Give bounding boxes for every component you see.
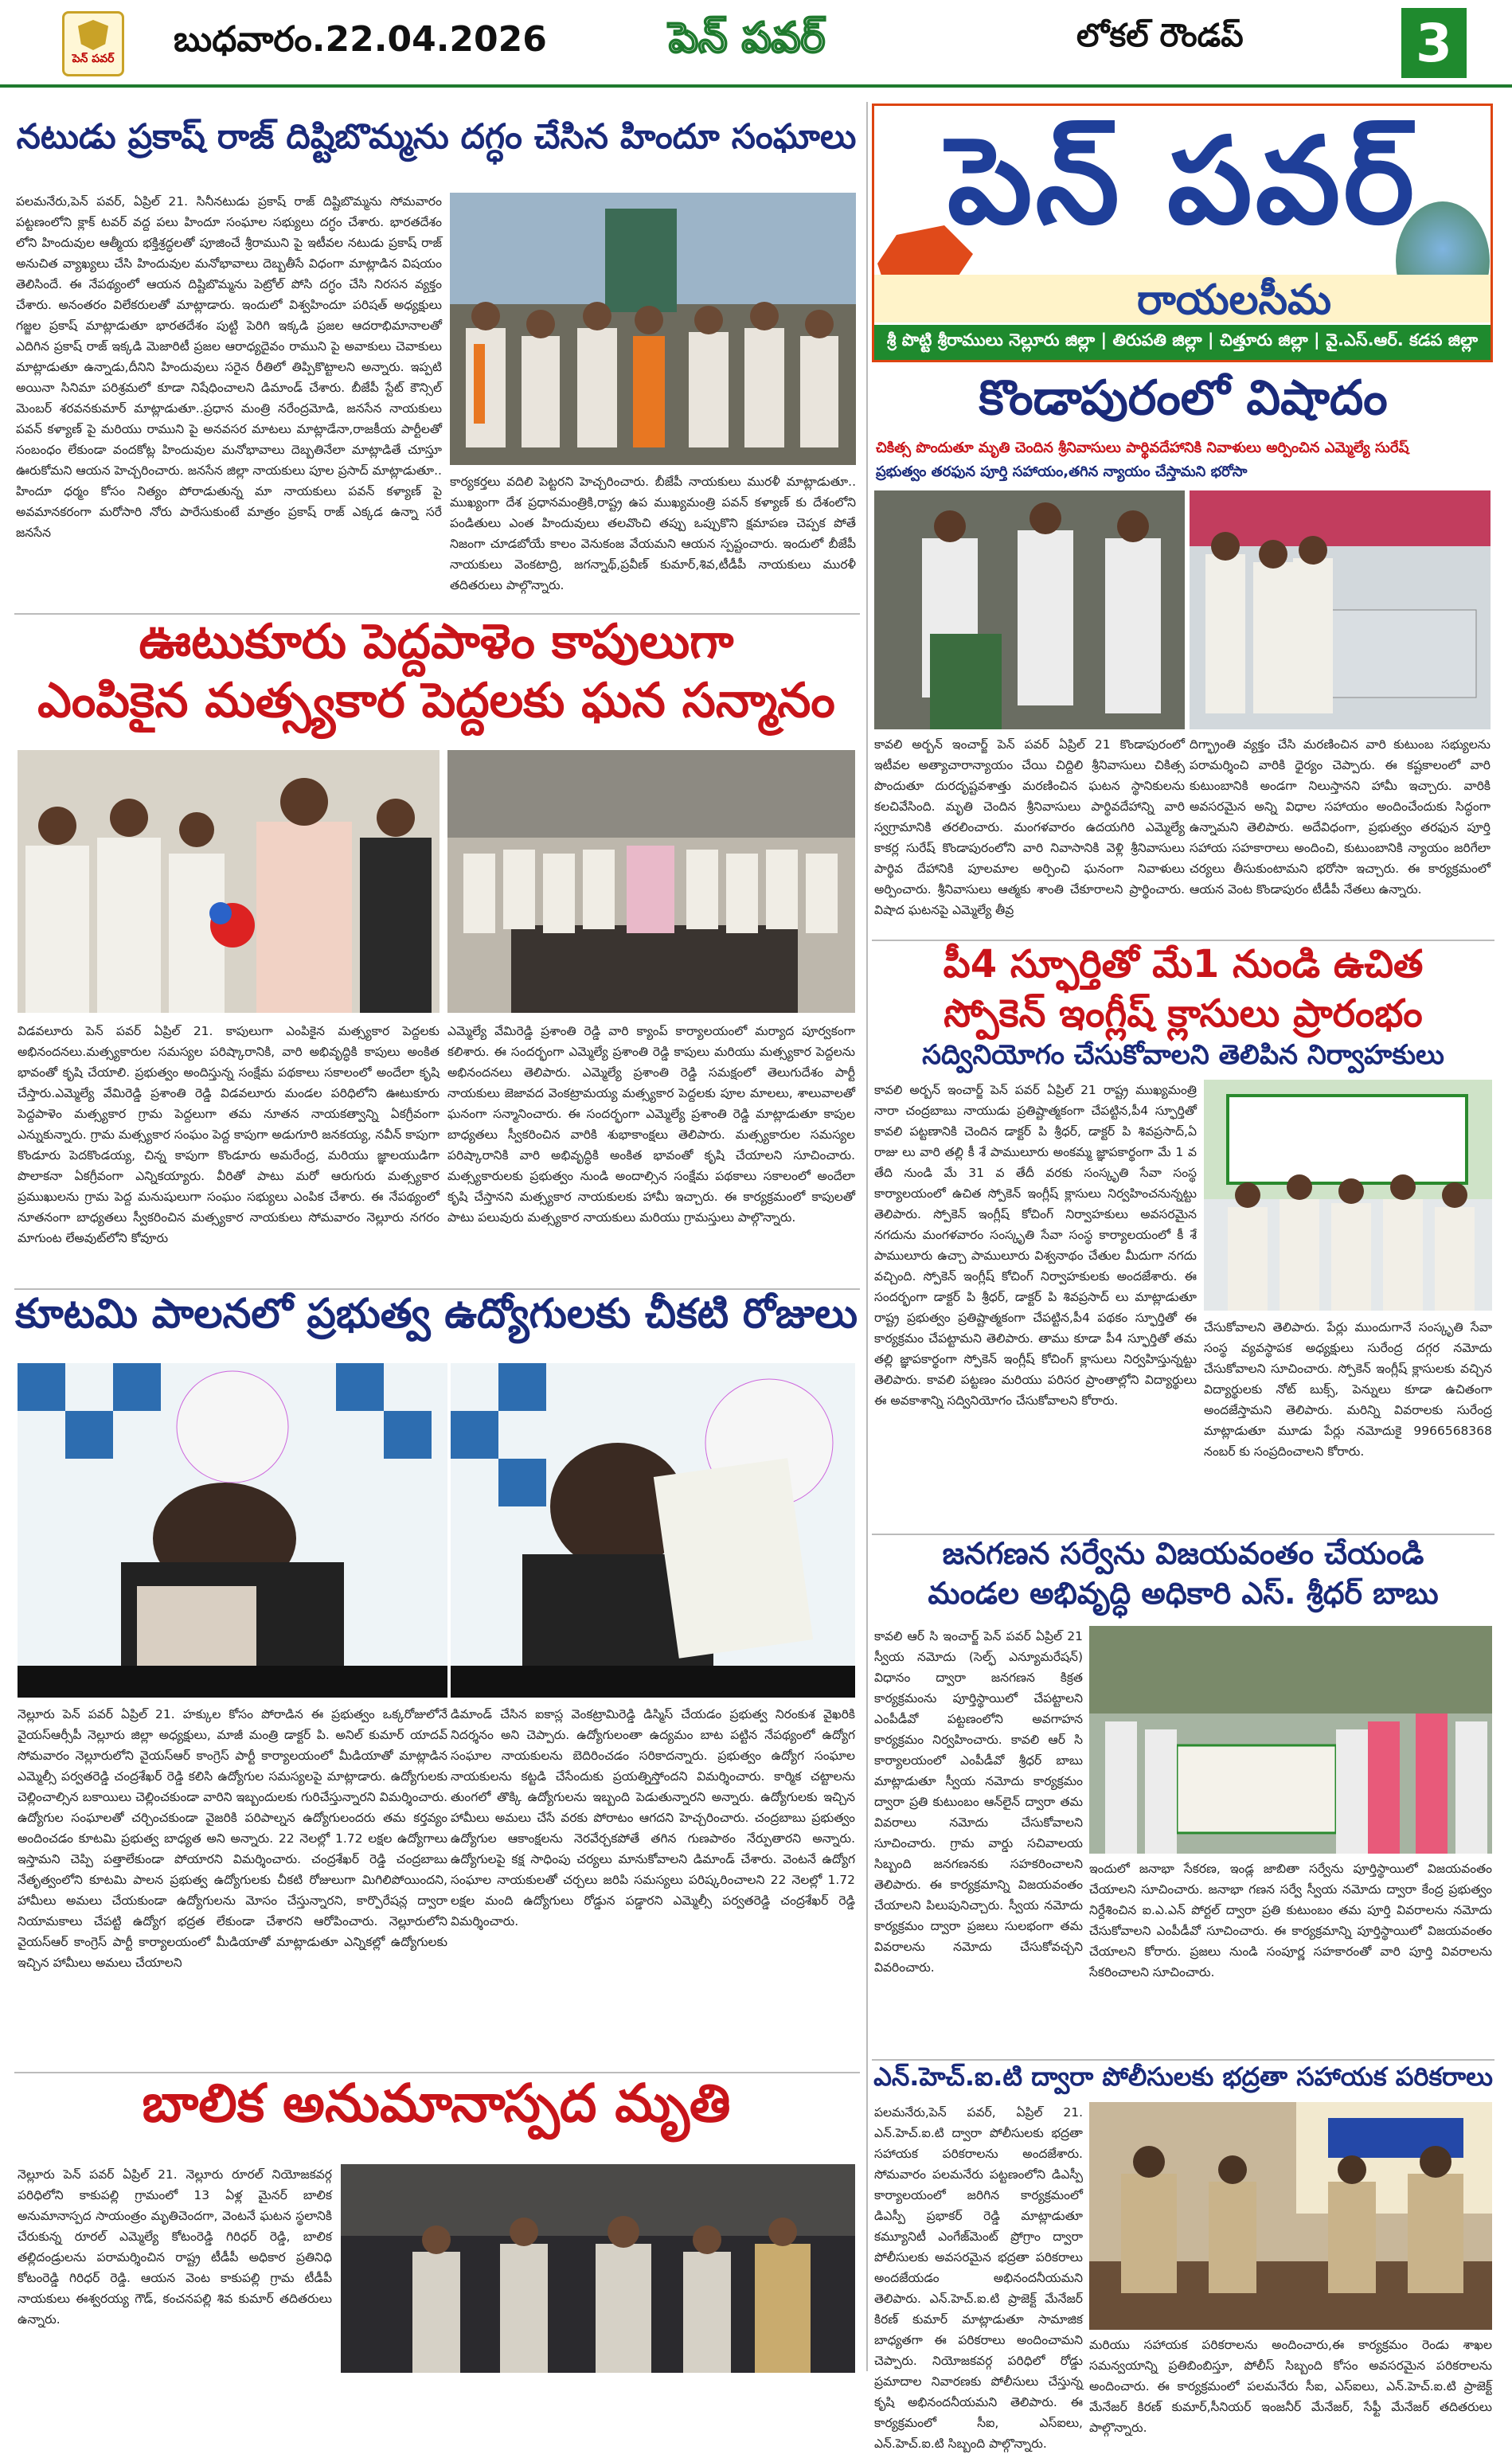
masthead-region: రాయలసీమ [1137, 276, 1331, 324]
article-5-photo-1 [874, 490, 1185, 729]
article-6-headline-line2: స్పోకెన్ ఇంగ్లీష్ క్లాసులు ప్రారంభం [944, 991, 1423, 1036]
article-5-text-col2: దిగ్భ్రాంతి వ్యక్తం చేసి మరణించిన వారి కుటుంబ సభ్యులను పరామర్శించి వారికి ధైర్యం చెప్పారు. ఈ కష్టకాలంలో వారి కుటుంబానికి అండగా నిలుస్తానని హామీ ఇచ్చారు. వారికి అవసరమైన అన్ని విధాల సహాయం అందించేందుకు సిద్ధంగా ఉన్నామని తెలిపారు. అదేవిధంగా, ప్రభుత్వం తరఫున పూర్తి సహాయ సహకారాలు అందించి, కుటుంబానికి న్యాయం జరిగేలా చర్యలు తీసుకుంటామని భరోసా ఇచ్చారు. ఈ కార్యక్రమంలో ఆయన వెంట కొండాపురం టీడీపీ నేతలు ఉన్నారు. [1190, 737, 1491, 897]
article-6-subhead: సద్వినియోగం చేసుకోవాలని తెలిపిన నిర్వాహకులు [922, 1039, 1444, 1071]
article-7-photo [1089, 1626, 1492, 1854]
article-4-photo [341, 2164, 855, 2373]
article-1-text-col2: కార్యకర్తలు వదిలి పెట్టరని హెచ్చరించారు. బీజేపీ నాయకులు మురళీ మాట్లాడుతూ.. ముఖ్యంగా దేశ ప్రధానమంత్రికి,రాష్ట్ర ఉప ముఖ్యమంత్రి పవన్ కళ్యాణ్ కు దేశంలోని పండితులు ఎంత హిందువులు తలవొంచి తప్పు ఒప్పుకొని క్షమాపణ చెప్పక పోతే నిజంగా చూడబోయే కాలం వెనుకంజ వేయమని ఆయన స్పష్టంచారు. ఇందులో బీజేపీ నాయకులు వెంకటాద్రి, జగన్నాథ్,ప్రవీణ్ కుమార్,శివ,టీడీపీ నాయకులు మురళీ తదితరులు పాల్గొన్నారు. [450, 475, 856, 592]
article-2-headline-line2: ఎంపికైన మత్స్యకార పెద్దలకు ఘన సన్మానం [37, 673, 835, 729]
article-2-photo-1 [18, 750, 440, 1013]
header-brand: పెన్ పవర్ [669, 14, 826, 62]
article-3-text-col2: డిమాండ్ చేసిన ఐకాస్ల వెంకట్రామిరెడ్డి డిస్మిస్ చేయడం ప్రభుత్వ నిరంకుశ వైఖరికి నిదర్శనం అని చెప్పారు. ఉద్యోగులంతా ఉద్యమం బాట పట్టిన నేపథ్యంలో ఉద్యోగ సంఘాల నాయకులను బెదిరించడం సరికాదన్నారు. ప్రభుత్వం ఉద్యోగ సంఘాల నాయకులను కట్టడి చేసేందుకు ప్రయత్నిస్తోందని విమర్శించారు. కార్మిక చట్టాలను తుంగలో తొక్కి ఉద్యోగులను ఇబ్బంది పెడుతున్నారని అన్నారు. ఉద్యోగులకు ఇచ్చిన హామీలు అమలు చేసే వరకు పోరాటం ఆగదని హెచ్చరించారు. చంద్రబాబు ప్రభుత్వం ఉద్యోగుల ఆకాంక్షలను నెరవేర్చకపోతే తగిన గుణపాఠం నేర్పుతారని అన్నారు. ఉద్యోగులపై కక్ష సాధింపు చర్యలు మానుకోవాలని డిమాండ్ చేశారు. వెంటనే ఉద్యోగ సంఘాల నాయకులతో చర్చలు జరిపి సమస్యలు పరిష్కరించాలని 22 నెలల్లో 1.72 లక్షల మంది ఉద్యోగులు రోడ్డున పడ్డారని ఎమ్మెల్సీ పర్వతరెడ్డి చంద్రశేఖర్ రెడ్డి విమర్శించారు. [451, 1707, 855, 1928]
masthead-title: పెన్ పవర్ [947, 111, 1418, 251]
article-1-headline: నటుడు ప్రకాష్ రాజ్ దిష్టిబొమ్మను దగ్ధం చేసిన హిందూ సంఘాలు [16, 117, 857, 157]
article-8-headline: ఎన్.హెచ్.ఐ.టి ద్వారా పోలీసులకు భద్రతా సహాయక పరికరాలు [873, 2061, 1493, 2092]
article-7-text-col1: కావలి ఆర్ సి ఇంచార్జ్ పెన్ పవర్ ఏప్రిల్ 21 స్వీయ నమోదు (సెల్ఫ్ ఎన్యూమరేషన్) విధానం ద్వారా జనగణన కిక్రత కార్యక్రమంను పూర్తిస్థాయిలో చేపట్టాలని ఎంపీడీవో పట్టణంలోని అవగాహన కార్యక్రమం నిర్వహించారు. కావలి ఆర్ సి కార్యాలయంలో ఎంపీడీవో శ్రీధర్ బాబు మాట్లాడుతూ స్వీయ నమోదు కార్యక్రమం ద్వారా ప్రతి కుటుంబం ఆన్‌లైన్ ద్వారా తమ వివరాలు నమోదు చేసుకోవాలని సూచించారు. గ్రామ వార్డు సచివాలయ సిబ్బంది జనగణనకు సహకరించాలని తెలిపారు. ఈ కార్యక్రమాన్ని విజయవంతం చేయాలని పిలుపునిచ్చారు. స్వీయ నమోదు కార్యక్రమం ద్వారా ప్రజలు సులభంగా తమ వివరాలను నమోదు చేసుకోవచ్చని వివరించారు. [874, 1629, 1083, 1975]
article-2-text-col2: ఎమ్మెల్యే వేమిరెడ్డి ప్రశాంతి రెడ్డి వారి క్యాంప్ కార్యాలయంలో మర్యాద పూర్వకంగా కలిశారు. ఈ సందర్భంగా ఎమ్మెల్యే ప్రశాంతి రెడ్డి కాపులు మరియు మత్స్యకార పెద్దలను అభినందనలు తెలిపారు. ఎమ్మెల్యే ప్రశాంతి రెడ్డి సమక్షంలో తెలుగుదేశం పార్టీ నాయకులు జెజావద వెంకట్రామయ్య మత్స్యకార పెద్దలకు పూల మాలలు, శాలువాలతో ఘనంగా సన్మానించారు. ఈ సందర్భంగా ఎమ్మెల్యే ప్రశాంతి రెడ్డి మాట్లాడుతూ కాపుల బాధ్యతలు స్వీకరించిన వారికి శుభాకాంక్షలు తెలిపారు. మత్స్యకారుల సమస్యల పరిష్కారానికి వారి అభివృద్ధికి అంకిత భావంతో కృషి చేయాలని సూచించారు. మత్స్యకారులకు ప్రభుత్వం నుండి అందాల్సిన సంక్షేమ పథకాలు సకాలంలో అందేలా కృషి చేస్తానని మత్స్యకార నాయకులకు హామీ ఇచ్చారు. ఈ కార్యక్రమంలో కాపులతో పాటు పలువురు మత్స్యకార నాయకులు మరియు గ్రామస్తులు పాల్గొన్నారు. [447, 1024, 855, 1225]
article-5-headline: కొండాపురంలో విషాదం [979, 370, 1388, 426]
logo-text: పెన్ పవర్ [72, 53, 115, 65]
masthead-box [872, 104, 1493, 362]
article-7-headline-line1: జనగణన సర్వేను విజయవంతం చేయండి [942, 1536, 1424, 1571]
article-3-photo-2 [451, 1363, 855, 1698]
article-7-headline-line2: మండల అభివృద్ధి అధికారి ఎస్. శ్రీధర్ బాబు [928, 1576, 1439, 1611]
article-3-headline: కూటమి పాలనలో ప్రభుత్వ ఉద్యోగులకు చీకటి రోజులు [15, 1291, 858, 1338]
article-6-text-col1: కావలి అర్బన్ ఇంచార్జ్ పెన్ పవర్ ఏప్రిల్ 21 రాష్ట్ర ముఖ్యమంత్రి నారా చంద్రబాబు నాయుడు ప్రతిష్టాత్మకంగా చేపట్టిన,పీ4 స్ఫూర్తితో కావలి పట్టణానికి చెందిన డాక్టర్ పి శ్రీధర్, డాక్టర్ పి శివప్రసాద్,ఏ రాజు లు వారి తల్లి కీ శే పాములూరు అంకమ్మ జ్ఞాపకార్థంగా మే 1 వ తేది నుండి మే 31 వ తేదీ వరకు సంస్కృతి సేవా సంస్థ కార్యాలయంలో ఉచిత స్పోకెన్ ఇంగ్లీష్ క్లాసులు నిర్వహించనున్నట్టు తెలిపారు. స్పోకెన్ ఇంగ్లీష్ కోచింగ్ నిర్వాహకులు అవసరమైన నగదును మంగళవారం సంస్కృతి సేవా సంస్థ కార్యాలయంలో కీ శే పాములూరు ఉచ్చా పాములూరు విశ్వనాథం చేతుల మీదుగా నగదు వచ్చింది. స్పోకెన్ ఇంగ్లీష్ కోచింగ్ నిర్వాహకులకు అందజేశారు. ఈ సందర్భంగా డాక్టర్ పి శ్రీధర్, డాక్టర్ పి శివప్రసాద్ లు మాట్లాడుతూ రాష్ట్ర ప్రభుత్వం ప్రతిష్టాత్మకంగా చేపట్టిన,పీ4 పథకం స్ఫూర్తితో ఈ కార్యక్రమం చేపట్టామని తెలిపారు. తాము కూడా పీ4 స్ఫూర్తితో తమ తల్లి జ్ఞాపకార్థంగా స్పోకెన్ ఇంగ్లీష్ కోచింగ్ క్లాసులు నిర్వహిస్తున్నట్టు తెలిపారు. కావలి పట్టణం మరియు పరిసర ప్రాంతాల్లోని విద్యార్థులు ఈ అవకాశాన్ని సద్వినియోగం చేసుకోవాలని కోరారు. [874, 1083, 1197, 1408]
article-5-text-col1: కావలి అర్బన్ ఇంచార్జ్ పెన్ పవర్ ఏప్రిల్ 21 కొండాపురంలో ఇటీవల అత్యాచారాన్యాయం చేయి చిద్దిలి శ్రీనివాసులు చికిత్స పొందుతూ దురదృష్టవశాత్తు మరణించిన ఘటన స్థానికులను కలచివేసింది. మృతి చెందిన శ్రీనివాసులు పార్థివదేహాన్ని వారి స్వగ్రామానికి తరలించారు. మంగళవారం ఉదయగిరి ఎమ్మెల్యే కాకర్ల సురేష్ కొండాపురంలోని వారి నివాసానికి వెళ్లి శ్రీనివాసులు పార్థివ దేహానికి పూలమాల అర్పించి ఘనంగా నివాళులు అర్పించారు. శ్రీనివాసులు ఆత్మకు శాంతి చేకూరాలని ప్రార్థించారు. విషాద ఘటనపై ఎమ్మెల్యే తీవ్ర [874, 737, 1185, 917]
article-5-subline-1: చికిత్స పొందుతూ మృతి చెందిన శ్రీనివాసులు పార్థివదేహానికి నివాళులు అర్పించిన ఎమ్మెల్యే సురేష్ [876, 440, 1409, 456]
article-3-photo-1 [18, 1363, 447, 1698]
section-name: లోకల్ రౌండప్ [1076, 18, 1244, 54]
article-7-text-col2: ఇందులో జనాభా సేకరణ, ఇండ్ల జాబితా సర్వేను పూర్తిస్థాయిలో విజయవంతం చేయాలని సూచించారు. జనాభా గణన సర్వే స్వీయ నమోదు ద్వారా కేంద్ర ప్రభుత్వం నిర్దేశించిన ఐ.ఎ.ఎన్ పోర్టల్ ద్వారా ప్రతి కుటుంబం తమ పూర్తి వివరాలను నమోదు చేసుకోవాలని ఎంపీడీవో సూచించారు. ఈ కార్యక్రమాన్ని పూర్తిస్థాయిలో విజయవంతం చేయాలని కోరారు. ప్రజలు నుండి సంపూర్ణ సహకారంతో వారి పూర్తి వివరాలను సేకరించాలని సూచించారు. [1089, 1862, 1492, 1979]
page-header [0, 0, 1512, 88]
masthead-districts: శ్రీ పొట్టి శ్రీరాములు నెల్లూరు జిల్లా | తిరుపతి జిల్లా | చిత్తూరు జిల్లా | వై.ఎస్.ఆర్. కడప జిల్లా [874, 325, 1491, 360]
article-6-photo [1204, 1080, 1492, 1311]
newspaper-logo [62, 11, 124, 76]
shield-icon [78, 20, 108, 50]
issue-date: బుధవారం.22.04.2026 [174, 19, 547, 60]
page-number: 3 [1401, 8, 1467, 78]
article-1-photo [450, 193, 856, 465]
article-2-headline-line1: ఊటుకూరు పెద్దపాళెం కాపులుగా [139, 614, 734, 670]
article-2-text-col1: విడవలూరు పెన్ పవర్ ఏప్రిల్ 21. కాపులుగా ఎంపికైన మత్స్యకార పెద్దలకు అభినందనలు.మత్స్యకారుల సమస్యల పరిష్కారానికి, వారి అభివృద్ధికి కాపులు అంకిత భావంతో కృషి చేయాలి. ప్రభుత్వం అందిస్తున్న సంక్షేమ పథకాలు సకాలంలో అందేలా కృషి చేస్తారు.ఎమ్మెల్యే వేమిరెడ్డి ప్రశాంతి రెడ్డి విడవలూరు మండల పరిధిలోని ఊటుకూరు పెద్దపాళెం మత్స్యకార గ్రామ పెద్దలుగా తమ నూతన నాయకత్వాన్ని ఏకగ్రీవంగా ఎన్నుకున్నారు. గ్రామ మత్స్యకార సంఘం పెద్ద కాపుగా అడుగూరి జనకయ్య, నవీన్ కాపుగా కొండూరు పెదకొండయ్య, చిన్న కాపుగా కొండూరు అమరేంద్ర, మరియు జ్ఞాలయుడిగా పొలాకనా ఏకగ్రీవంగా ఎన్నికయ్యారు. వీరితో పాటు మరో ఆరుగురు మత్స్యకార ప్రముఖులను గ్రామ పెద్ద మనుషులుగా సంఘం సభ్యులు ఎంపిక చేశారు. ఈ నేపథ్యంలో నూతనంగా బాధ్యతలు స్వీకరించిన మత్స్యకార నాయకులు సోమవారం నెల్లూరు నగరం మాగుంట లేఅవుట్‌లోని కోవూరు [18, 1024, 440, 1245]
article-6-text-col2: చేసుకోవాలని తెలిపారు. పేర్లు ముందుగానే సంస్కృతి సేవా సంస్థ వ్యవస్థాపక అధ్యక్షులు సురేంద్ర దగ్గర నమోదు చేసుకోవాలని సూచించారు. స్పోకెన్ ఇంగ్లీష్ క్లాసులకు వచ్చిన విద్యార్థులకు నోట్ బుక్స్, పెన్నులు కూడా ఉచితంగా అందజేస్తామని తెలిపారు. మరిన్ని వివరాలకు సురేంద్ర మాట్లాడుతూ మూడు పేర్లు నమోదుకై 9966568368 నంబర్ కు సంప్రదించాలని కోరారు. [1204, 1320, 1492, 1459]
article-8-text-col2: మరియు సహాయక పరికరాలను అందించారు,ఈ కార్యక్రమం రెండు శాఖల సమన్వయాన్ని ప్రతిబింబిస్తూ, పోలీస్ సిబ్బంది కోసం అవసరమైన పరికరాలను అందించారు. ఈ కార్యక్రమంలో పలమనేరు సీఐ, ఎస్ఐలు, ఎన్.హెచ్.ఐ.టి ప్రాజెక్ట్ మేనేజర్ కిరణ్ కుమార్,సీనియర్ ఇంజనీర్ మేనేజర్, సేఫ్టీ మేనేజర్ తదితరులు పాల్గొన్నారు. [1089, 2338, 1492, 2435]
article-2-photo-2 [447, 750, 855, 1013]
article-6-headline-line1: పీ4 స్ఫూర్తితో మే1 నుండి ఉచిత [943, 942, 1424, 987]
article-8-photo [1089, 2102, 1492, 2330]
article-1-text-col1: పలమనేరు,పెన్ పవర్, ఏప్రిల్ 21. సినీనటుడు ప్రకాష్ రాజ్ దిష్టిబొమ్మను సోమవారం పట్టణంలోని క్లాక్ టవర్ వద్ద పలు హిందూ సంఘాల సభ్యులు దగ్ధం చేశారు. భారతదేశం లోని హిందువుల ఆత్మీయ భక్తిశ్రద్ధలతో పూజించే శ్రీరాముని పై ఇటీవల నటుడు ప్రకాష్ రాజ్ అనుచిత వ్యాఖ్యలు చేసి హిందువుల మనోభావాలు దెబ్బతీసే విధంగా మాట్లాడిన విషయం తెలిసిందే. ఈ నేపథ్యంలో ఆయన దిష్టిబొమ్మను పెట్రోల్ పోసి దగ్ధం చేసి నిరసన వ్యక్తం చేశారు. అనంతరం విలేకరులతో మాట్లాడారు. ఇందులో విశ్వహిందూ పరిషత్ అధ్యక్షులు గజ్జల ప్రకాష్ మాట్లాడుతూ భారతదేశం పుట్టి పెరిగి ఇక్కడి ప్రజల ఆదరాభిమానాలతో ఎదిగిన ప్రకాష్ రాజ్ ఇక్కడి మెజారిటీ ప్రజల ఆరాధ్యదైవం రాముని పై అవాకులు చెవాకులు మాట్లాడుతూ ఉన్నాడు,దీనిని హిందువులు సరైన రీతిలో తిప్పికొట్టాలని అన్నారు. ఇప్పటి అయినా సినిమా పరిశ్రమలో కూడా నిషేధించాలని డిమాండ్ చేశారు. బీజేపీ స్టేట్ కౌన్సిల్ మెంబర్ శరవనకుమార్ మాట్లాడుతూ..ప్రధాన మంత్రి నరేంద్రమోడి, జనసేన నాయకులు పవన్ కళ్యాణ్ పై మరియు రాముని పై అనవసర మాటలు మాట్లాడేనా,రాజకీయ పార్టీలతో సంబంధం లేకుండా వందకోట్ల హిందువుల మనోభావాలు దెబ్బతినేలా మాట్లాడితే చూస్తూ ఊరుకోమని ఆయన హెచ్చరించారు. జనసేన జిల్లా నాయకులు పూల ప్రసాద్ మాట్లాడుతూ.. హిందూ ధర్మం కోసం నిత్యం పోరాడుతున్న మా నాయకులు పవన్ కళ్యాణ్ పై అవమానకరంగా మరోసారి నోరు పారేసుకుంటే మాత్రం ప్రకాష్ రాజ్ ఎక్కడ ఉన్నా సరే జనసేన [16, 194, 442, 540]
article-4-headline: బాలిక అనుమానాస్పద మృతి [142, 2073, 731, 2134]
article-3-text-col1: నెల్లూరు పెన్ పవర్ ఏప్రిల్ 21. హక్కుల కోసం పోరాడిన ఈ ప్రభుత్వం ఒక్కరోజులోనే వైయస్ఆర్సీపీ నెల్లూరు జిల్లా అధ్యక్షులు, మాజీ మంత్రి డాక్టర్ పి. అనిల్ కుమార్ యాదవ్ సోమవారం నెల్లూరులోని వైయస్ఆర్ కాంగ్రెస్ పార్టీ కార్యాలయంలో మీడియాతో మాట్లాడిన ఎమ్మెల్సీ పర్వతరెడ్డి చంద్రశేఖర్ రెడ్డి కలిసి ఉద్యోగుల సమస్యలపై మాట్లాడారు. ఉద్యోగులకు చెల్లించాల్సిన బకాయిలు చెల్లించకుండా వారిని ఇబ్బందులకు గురిచేస్తున్నారని విమర్శించారు. ఉద్యోగుల సంఘాలతో చర్చించకుండా వైజరికి పరిపాల్నన ఉద్యోగులందరు తమ కర్తవ్యం అందించడం కూటమి ప్రభుత్వ బాధ్యత అని అన్నారు. 22 నెలల్లో 1.72 లక్షల ఉద్యోగాలు ఇస్తామని చెప్పి పత్తాలేకుండా పోయారని విమర్శించారు. చంద్రశేఖర్ రెడ్డి చంద్రబాబు నేతృత్వంలోని కూటమి పాలన ప్రభుత్వ ఉద్యోగులకు చీకటి రోజులుగా మిగిలిపోయిందని, హామీలు అమలు చేయకుండా ఉద్యోగులను మోసం చేస్తున్నారని, కార్పొరేషన్ల ద్వారా నియామకాలు చేపట్టి ఉద్యోగ భద్రత లేకుండా చేశారని ఆరోపించారు. నెల్లూరులోని వైయస్ఆర్ కాంగ్రెస్ పార్టీ కార్యాలయంలో మీడియాతో మాట్లాడుతూ ఎన్నికల్లో ఉద్యోగులకు ఇచ్చిన హామీలు అమలు చేయాలని [18, 1707, 447, 1970]
article-5-subline-2: ప్రభుత్వం తరఫున పూర్తి సహాయం,తగిన న్యాయం చేస్తామని భరోసా [876, 463, 1248, 480]
article-4-text: నెల్లూరు పెన్ పవర్ ఏప్రిల్ 21. నెల్లూరు రూరల్ నియోజకవర్గ పరిధిలోని కాకుపల్లి గ్రామంలో 13 ఏళ్ల మైనర్ బాలిక అనుమానాస్పద సాయంత్రం మృతిచెందగా, వెంటనే ఘటన స్థలానికి చేరుకున్న రూరల్ ఎమ్మెల్యే కోటంరెడ్డి గిరిధర్ రెడ్డి, బాలిక తల్లిదండ్రులను పరామర్శించిన రాష్ట్ర టీడీపీ అధికార ప్రతినిధి కోటంరెడ్డి గిరిధర్ రెడ్డి. ఆయన వెంట కాకుపల్లి గ్రామ టీడీపీ నాయకులు ఈశ్వరయ్య గౌడ్, కంచనపల్లి శివ కుమార్ తదితరులు ఉన్నారు. [18, 2167, 332, 2327]
article-5-photo-2 [1190, 490, 1491, 729]
article-8-text-col1: పలమనేరు,పెన్ పవర్, ఏప్రిల్ 21. ఎన్.హెచ్.ఐ.టి ద్వారా పోలీసులకు భద్రతా సహాయక పరికరాలను అందజేశారు. సోమవారం పలమనేరు పట్టణంలోని డిఎస్పీ కార్యాలయంలో జరిగిన కార్యక్రమంలో డిఎస్పీ ప్రభాకర్ రెడ్డి మాట్లాడుతూ కమ్యూనిటీ ఎంగేజ్‌మెంట్ ప్రోగ్రాం ద్వారా పోలీసులకు అవసరమైన భద్రతా పరికరాలు అందజేయడం అభినందనీయమని తెలిపారు. ఎన్.హెచ్.ఐ.టి ప్రాజెక్ట్ మేనేజర్ కిరణ్ కుమార్ మాట్లాడుతూ సామాజిక బాధ్యతగా ఈ పరికరాలు అందించామని చెప్పారు. నియోజకవర్గ పరిధిలో రోడ్డు ప్రమాదాల నివారణకు పోలీసులు చేస్తున్న కృషి అభినందనీయమని తెలిపారు. ఈ కార్యక్రమంలో సీఐ, ఎస్ఐలు, ఎన్.హెచ్.ఐ.టి సిబ్బంది పాల్గొన్నారు. [874, 2105, 1083, 2451]
